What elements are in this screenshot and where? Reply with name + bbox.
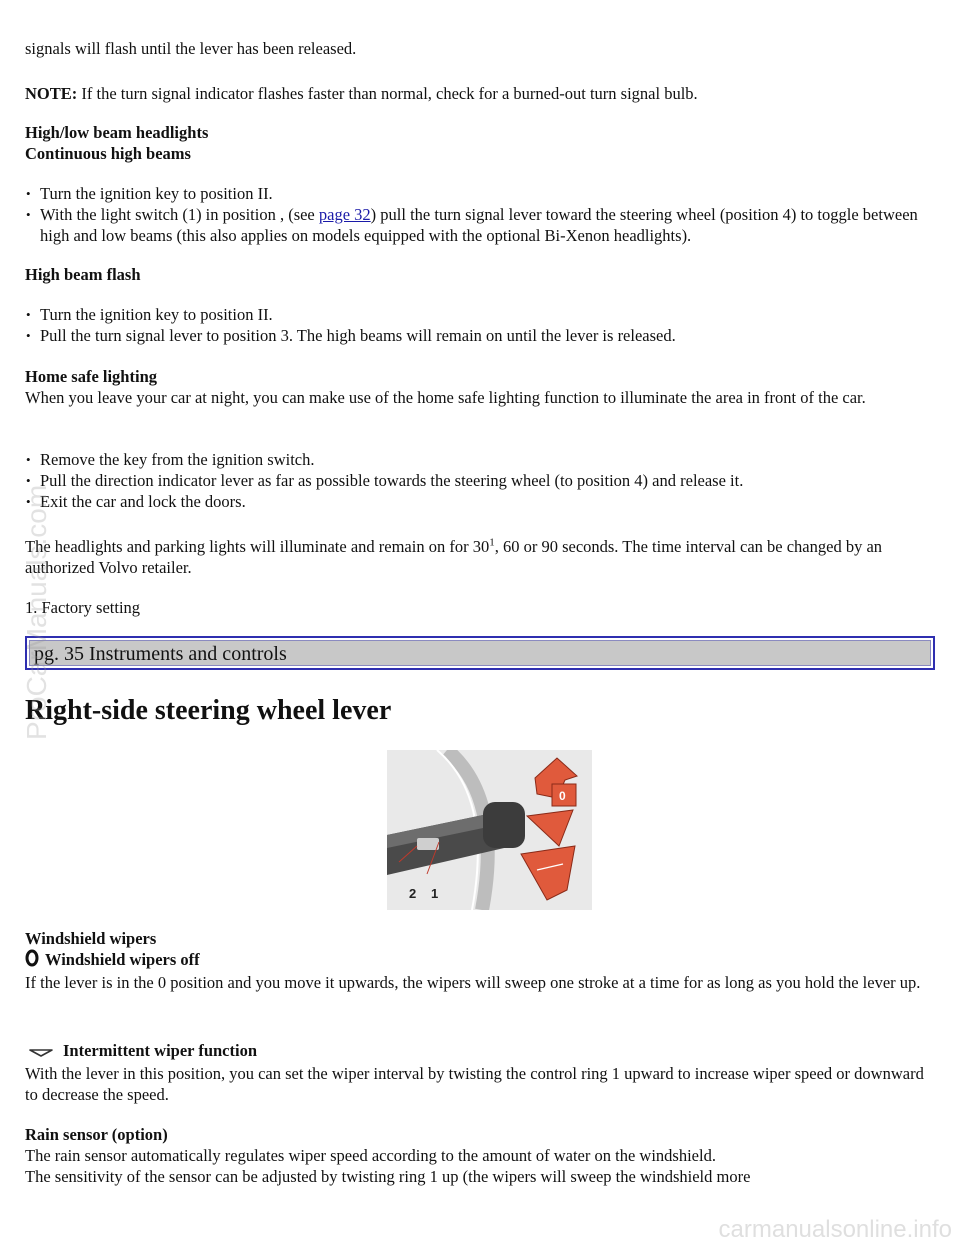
flash-heading-block xyxy=(25,264,937,285)
intermittent-section xyxy=(25,1040,937,1105)
list-item: • Turn the ignition key to position II. xyxy=(25,183,937,204)
highlow-heading: High/low beam headlights xyxy=(25,123,209,142)
rain-sensor-section xyxy=(25,1124,937,1187)
figure-label-0: 0 xyxy=(559,789,566,803)
list-item: • Remove the key from the ignition switch. xyxy=(25,449,937,470)
footnote: 1. Factory setting xyxy=(25,598,141,617)
continuous-high-heading: Continuous high beams xyxy=(25,144,191,163)
page-32-link[interactable]: page 32 xyxy=(318,205,371,224)
highlow-section xyxy=(25,122,937,164)
lever-illustration xyxy=(387,750,592,910)
list-item: • Pull the turn signal lever to position 3. The high beams will remain on until the lever is released. xyxy=(25,325,937,346)
page-banner xyxy=(25,636,935,670)
note-label: NOTE: xyxy=(25,84,78,103)
homesafe-list xyxy=(25,449,937,512)
homesafe-section xyxy=(25,366,937,408)
rain-sensor-text-2: The sensitivity of the sensor can be adjusted by twisting ring 1 up (the wipers will sweep the windshield more xyxy=(25,1167,751,1186)
watermark-left: ProCarManuals.com xyxy=(21,484,52,740)
wipers-off-heading: Windshield wipers off xyxy=(25,949,937,972)
zero-position-icon xyxy=(25,949,39,972)
figure-label-2: 2 xyxy=(409,886,417,901)
wipers-section xyxy=(25,928,937,993)
list-item: • Pull the direction indicator lever as far as possible towards the steering wheel (to position 4) and release it. xyxy=(25,470,937,491)
list-item: • Exit the car and lock the doors. xyxy=(25,491,937,512)
home-safe-heading: Home safe lighting xyxy=(25,367,157,386)
flash-list xyxy=(25,304,937,346)
list-item: • Turn the ignition key to position II. xyxy=(25,304,937,325)
note-paragraph xyxy=(25,83,937,104)
intermittent-heading: Intermittent wiper function xyxy=(25,1040,937,1063)
continuation-text: signals will flash until the lever has been released. xyxy=(25,39,357,58)
high-beam-flash-heading: High beam flash xyxy=(25,265,141,284)
highlow-list xyxy=(25,183,937,246)
banner-text: pg. 35 Instruments and controls xyxy=(29,640,931,666)
list-item: • With the light switch (1) in position , (see page 32) pull the turn signal lever toward the steering wheel (position 4) to toggle between high and low beams (this also applies on models equipped with the optional Bi-Xenon headlights). xyxy=(25,204,937,246)
rain-sensor-text-1: The rain sensor automatically regulates wiper speed according to the amount of water on the windshield. xyxy=(25,1146,716,1165)
rain-sensor-heading: Rain sensor (option) xyxy=(25,1125,168,1144)
footnote-marker: 1 xyxy=(489,536,495,549)
windshield-wipers-heading: Windshield wipers xyxy=(25,929,157,948)
section-title: Right-side steering wheel lever xyxy=(25,695,392,726)
figure-label-1: 1 xyxy=(431,886,439,901)
wipers-off-text: If the lever is in the 0 position and you move it upwards, the wipers will sweep one stroke at a time for as long as you hold the lever up. xyxy=(25,973,921,992)
intermittent-text: With the lever in this position, you can set the wiper interval by twisting the control ring 1 upward to increase wiper speed or downward to decrease the speed. xyxy=(25,1064,924,1104)
home-safe-intro: When you leave your car at night, you can make use of the home safe lighting function to illuminate the area in front of the car. xyxy=(25,388,866,407)
intermittent-wiper-icon xyxy=(29,1042,53,1063)
homesafe-paragraph: The headlights and parking lights will illuminate and remain on for $30^1$, 60 or 90 seconds. The time interval can be changed by an authorized Volvo retailer. xyxy=(25,536,883,577)
note-text: If the turn signal indicator flashes faster than normal, check for a burned-out turn signal bulb. xyxy=(77,84,698,103)
watermark-bottom-right: carmanualsonline.info xyxy=(718,1216,952,1243)
